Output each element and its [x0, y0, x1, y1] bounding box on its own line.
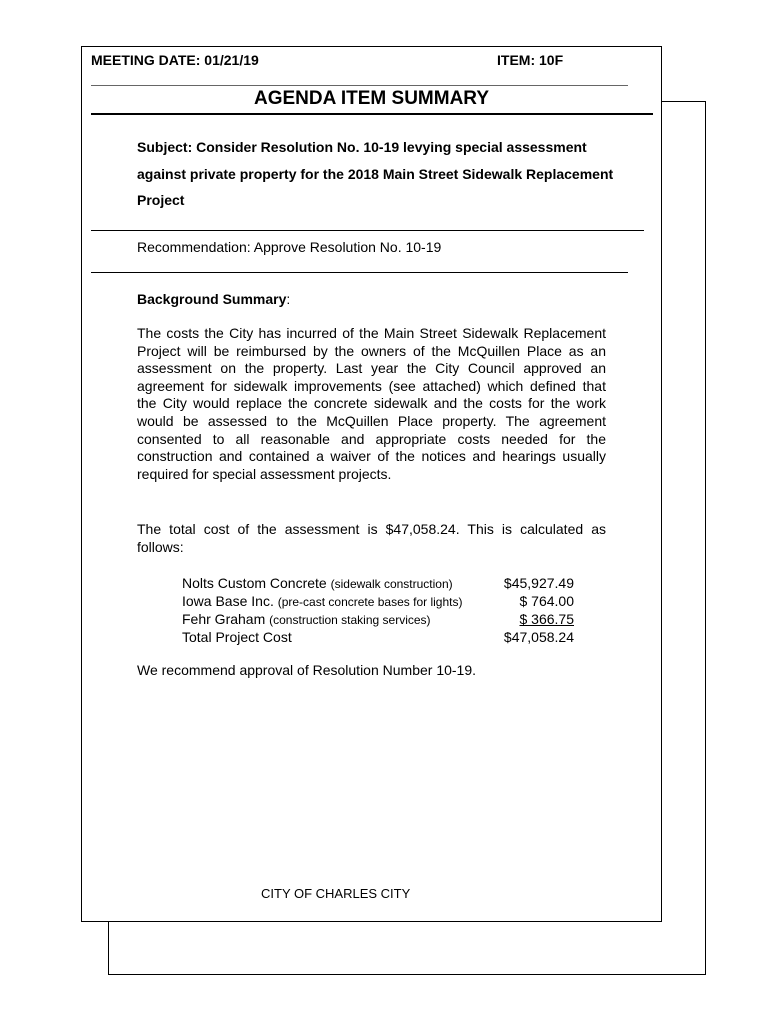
recommendation-text: Recommendation: Approve Resolution No. 10-19	[137, 239, 442, 255]
background-paragraph-1: The costs the City has incurred of the Main Street Sidewalk Replacement Project will be reimbursed by the owners of the McQuillen Place as an assessment on the property. Last year the City Council approved an agreement for sidewalk improvements (see attached) which defined that the City would replace the concrete sidewalk and the costs for the work would be assessed to the McQuillen Place property. The agreement consented to all reasonable and appropriate costs needed for the construction and contained a waiver of the notices and hearings usually required for special assessment projects.	[137, 325, 606, 482]
background-heading	[137, 291, 290, 307]
subject-divider	[91, 230, 644, 231]
cost-amount: $ 366.75	[519, 611, 574, 627]
page-title: AGENDA ITEM SUMMARY	[253, 88, 490, 109]
cost-vendor: Nolts Custom Concrete	[182, 575, 331, 591]
cost-description: (construction staking services)	[269, 613, 431, 627]
background-heading-label: Background Summary	[137, 291, 287, 307]
closing-recommendation: We recommend approval of Resolution Number 10-19.	[137, 662, 477, 678]
cost-total-amount: $47,058.24	[503, 629, 574, 645]
cost-line-item	[182, 610, 574, 628]
title-underline	[91, 113, 653, 115]
background-paragraph-2: The total cost of the assessment is $47,058.24. This is calculated as follows:	[137, 521, 606, 555]
cost-line-item	[182, 592, 574, 610]
item-number: ITEM: 10F	[497, 52, 564, 68]
cost-total-label: Total Project Cost	[182, 629, 292, 645]
header-divider	[91, 85, 628, 86]
cost-amount: $ 764.00	[519, 593, 574, 609]
cost-vendor: Iowa Base Inc.	[182, 593, 278, 609]
meeting-date: MEETING DATE: 01/21/19	[91, 52, 259, 68]
cost-description: (pre-cast concrete bases for lights)	[277, 595, 463, 609]
background-heading-colon: :	[286, 291, 291, 307]
cost-description: (sidewalk construction)	[330, 577, 453, 591]
cost-total-row	[182, 628, 574, 646]
cost-amount: $45,927.49	[503, 575, 574, 591]
recommendation-divider	[91, 272, 628, 273]
cost-line-item	[182, 574, 574, 592]
footer-city: CITY OF CHARLES CITY	[261, 886, 411, 901]
cost-vendor: Fehr Graham	[182, 611, 270, 627]
subject-text: Subject: Consider Resolution No. 10-19 levying special assessment against private property for the 2018 Main Street Sidewalk Replacement Project	[137, 139, 614, 208]
